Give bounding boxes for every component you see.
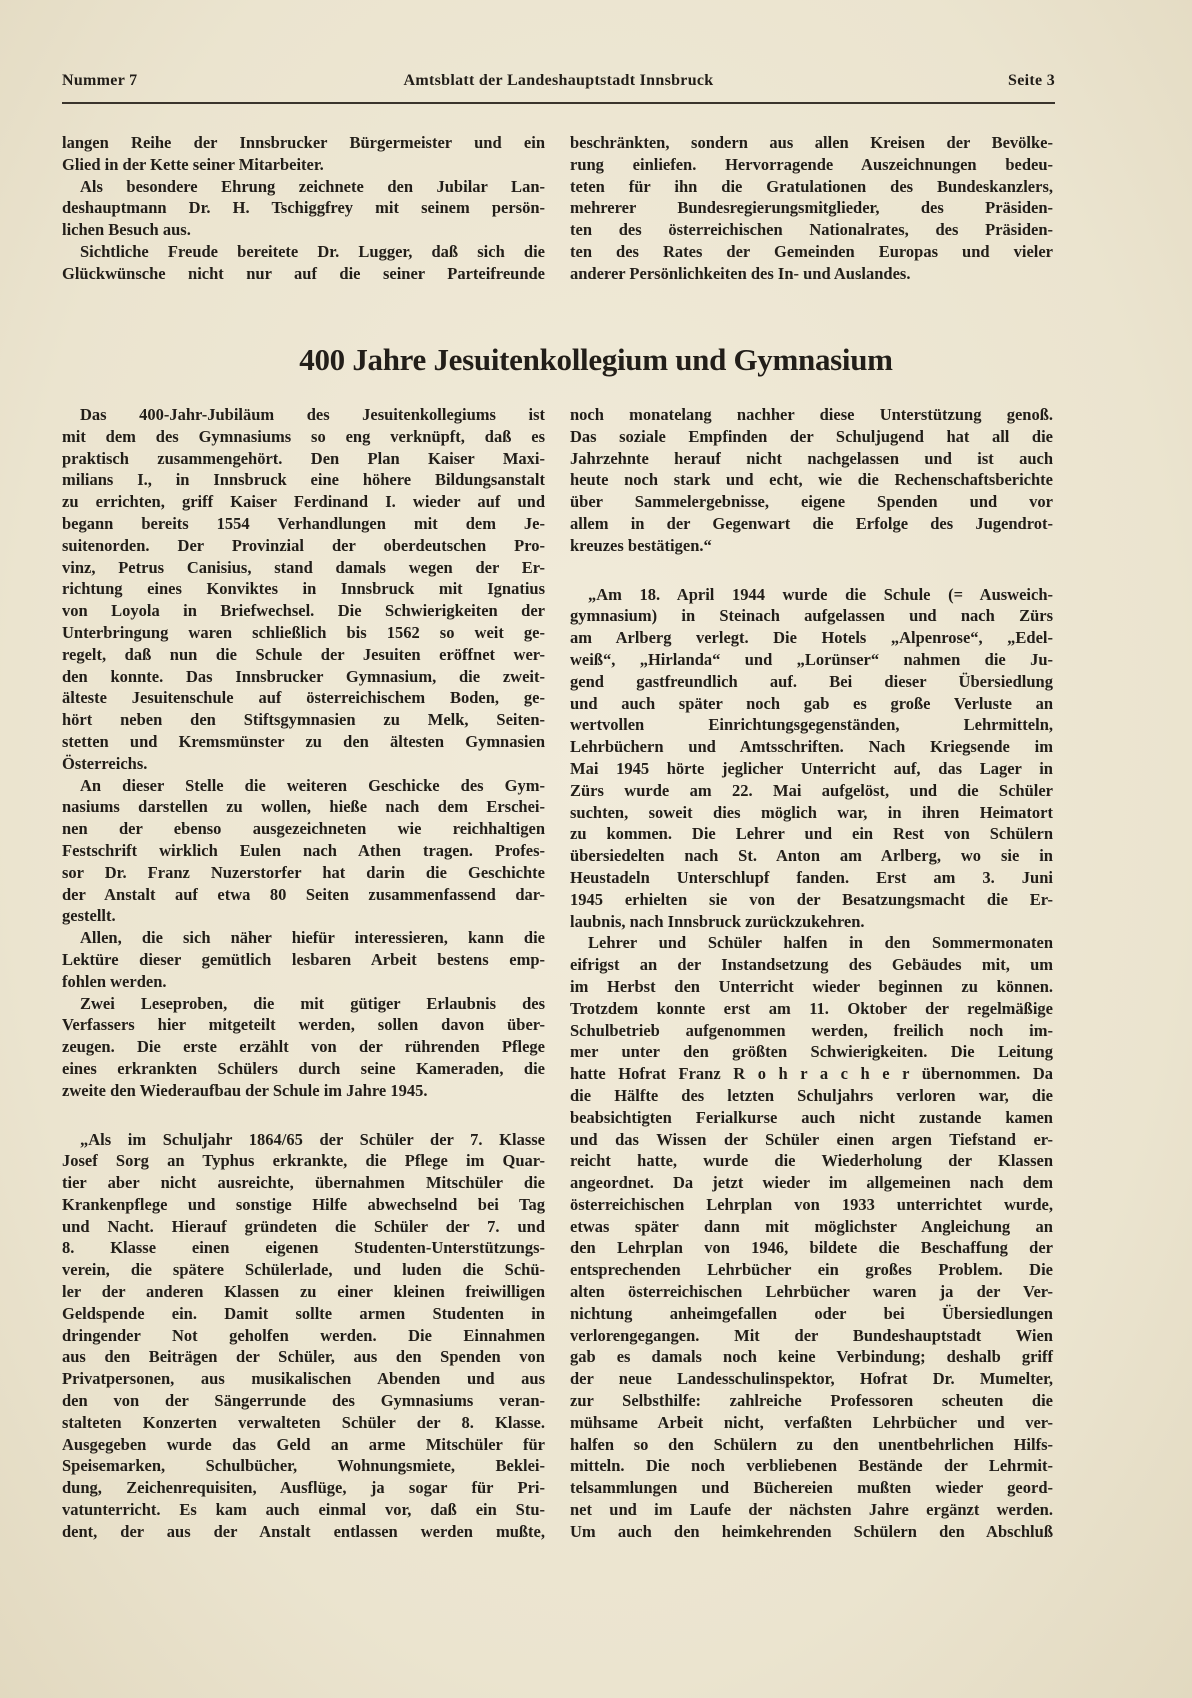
- text-line: richtung eines Konviktes in Innsbruck mit Ignatius: [62, 579, 545, 599]
- text-line: nen der ebenso ausgezeichneten wie reichhaltigen: [62, 819, 545, 839]
- text-line: 8. Klasse einen eigenen Studenten-Unterstützungs-: [62, 1238, 545, 1258]
- text-line: Sichtliche Freude bereitete Dr. Lugger, daß sich die: [80, 241, 545, 261]
- text-line: reicht hatte, wurde die Wiederholung der Klassen: [570, 1151, 1053, 1171]
- article-title: 400 Jahre Jesuitenkollegium und Gymnasium: [299, 342, 893, 377]
- paragraph: [62, 927, 545, 992]
- text-line: den von der Sängerrunde des Gymnasiums veran-: [62, 1391, 545, 1411]
- paragraph: [62, 176, 545, 241]
- text-line: entsprechenden Lehrbücher ein großes Problem. Die: [570, 1260, 1053, 1280]
- text-line: weiß“, „Hirlanda“ und „Lorünser“ nahmen die Ju-: [570, 649, 1053, 669]
- text-line: vatunterricht. Es kam auch einmal vor, daß ein Stu-: [62, 1500, 545, 1520]
- text-line: Glied in der Kette seiner Mitarbeiter.: [62, 154, 324, 174]
- text-line: übersiedelten nach St. Anton am Arlberg, wo sie in: [570, 846, 1053, 866]
- text-line: zeugen. Die erste erzählt von der rührenden Pflege: [62, 1037, 545, 1057]
- text-line: mer unter den größten Schwierigkeiten. Die Leitung: [570, 1042, 1053, 1062]
- text-line: aus den Beiträgen der Schüler, aus den Spenden von: [62, 1347, 545, 1367]
- text-line: Glückwünsche nicht nur auf die seiner Parteifreunde: [62, 263, 545, 283]
- text-line: zu errichten, griff Kaiser Ferdinand I. wieder auf und: [62, 492, 545, 512]
- text-line: und auch später noch gab es große Verluste an: [570, 693, 1053, 713]
- text-line: Lehrer und Schüler halfen in den Sommermonaten: [588, 933, 1053, 953]
- text-line: beschränkten, sondern aus allen Kreisen der Bevölke-: [570, 133, 1053, 152]
- text-line: langen Reihe der Innsbrucker Bürgermeister und ein: [62, 133, 545, 152]
- text-line: „Am 18. April 1944 wurde die Schule (= Ausweich-: [588, 584, 1053, 604]
- paragraph: [62, 1129, 545, 1543]
- text-line: und das Wissen der Schüler einen argen Tiefstand er-: [570, 1129, 1053, 1149]
- text-line: Ausgegeben wurde das Geld an arme Mitschüler für: [62, 1434, 545, 1454]
- text-line: gend gastfreundlich auf. Bei dieser Übersiedlung: [570, 671, 1053, 691]
- text-line: Um auch den heimkehrenden Schülern den Abschluß: [570, 1521, 1053, 1541]
- text-line: Lehrbüchern und Amtsschriften. Nach Kriegsende im: [570, 737, 1053, 757]
- text-line: hatte Hofrat Franz R o h r a c h e r übernommen. Da: [570, 1064, 1053, 1084]
- text-line: gab es damals noch keine Verbindung; deshalb griff: [570, 1347, 1053, 1367]
- text-line: zweite den Wiederaufbau der Schule im Jahre 1945.: [62, 1080, 428, 1100]
- text-line: dent, der aus der Anstalt entlassen werden mußte,: [62, 1521, 545, 1541]
- article-right-column: [570, 404, 1053, 1543]
- paragraph: [62, 775, 545, 928]
- text-line: eifrigst an der Instandsetzung des Gebäudes mit, um: [570, 955, 1053, 975]
- text-line: angeordnet. Da jetzt wieder im allgemeinen nach dem: [570, 1173, 1053, 1193]
- text-line: stetten und Kremsmünster zu den ältesten Gymnasien: [62, 731, 545, 751]
- text-line: heute noch stark und echt, wie die Rechenschaftsberichte: [570, 470, 1053, 490]
- page-number: Seite 3: [1008, 72, 1055, 89]
- text-line: wertvollen Einrichtungsgegenständen, Lehrmitteln,: [570, 715, 1053, 735]
- text-line: suitenorden. Der Provinzial der oberdeutschen Pro-: [62, 535, 545, 555]
- paragraph: [62, 132, 545, 176]
- text-line: regelt, daß nun die Schule der Jesuiten eröffnet wer-: [62, 644, 545, 664]
- text-line: Zürs wurde am 22. Mai aufgelöst, und die Schüler: [570, 780, 1053, 800]
- text-line: gestellt.: [62, 906, 116, 926]
- text-line: noch monatelang nachher diese Unterstützung genoß.: [570, 405, 1053, 424]
- text-line: Speisemarken, Schulbücher, Wohnungsmiete, Beklei-: [62, 1456, 545, 1476]
- text-line: und Nacht. Hierauf gründeten die Schüler der 7. und: [62, 1216, 545, 1236]
- text-line: dringender Not geholfen werden. Die Einnahmen: [62, 1325, 545, 1345]
- text-line: österreichischen Lehrplan von 1933 unterrichtet wurde,: [570, 1194, 1053, 1214]
- text-line: sor Dr. Franz Nuzerstorfer hat darin die Geschichte: [62, 862, 545, 882]
- text-line: Österreichs.: [62, 753, 148, 773]
- text-line: Verfassers hier mitgeteilt werden, sollen davon über-: [62, 1015, 545, 1035]
- text-line: net und im Laufe der nächsten Jahre ergänzt werden.: [570, 1500, 1053, 1520]
- text-line: Mai 1945 hörte jeglicher Unterricht auf, das Lager in: [570, 758, 1053, 778]
- text-line: stalteten Konzerten verwalteten Schüler der 8. Klasse.: [62, 1412, 545, 1432]
- text-line: über Sammelergebnisse, eigene Spenden und vor: [570, 492, 1053, 512]
- text-line: Allen, die sich näher hiefür interessieren, kann die: [80, 928, 545, 948]
- text-line: Heustadeln Unterschlupf fanden. Erst am 3. Juni: [570, 867, 1053, 887]
- text-line: nichtung anheimgefallen oder bei Übersiedlungen: [570, 1303, 1053, 1323]
- text-line: mehrerer Bundesregierungsmitglieder, des Präsiden-: [570, 198, 1053, 218]
- text-line: Trotzdem konnte erst am 11. Oktober der regelmäßige: [570, 998, 1053, 1018]
- paragraph: [570, 932, 1053, 1542]
- paragraph: [62, 241, 545, 285]
- text-line: Unterbringung waren schließlich bis 1562 so weit ge-: [62, 622, 545, 642]
- text-line: tier aber nicht ausreichte, übernahmen Mitschüler die: [62, 1173, 545, 1193]
- text-line: mühsame Arbeit nicht, verfaßten Lehrbücher und ver-: [570, 1412, 1053, 1432]
- text-line: 1945 erhielten sie von der Besatzungsmacht die Er-: [570, 889, 1053, 909]
- text-line: allem in der Gegenwart die Erfolge des Jugendrot-: [570, 513, 1053, 533]
- text-line: der Anstalt auf etwa 80 Seiten zusammenfassend dar-: [62, 884, 545, 904]
- text-line: zur Selbsthilfe: zahlreiche Professoren scheuten die: [570, 1391, 1053, 1411]
- paragraph: [570, 132, 1053, 285]
- page-header: [62, 70, 1055, 104]
- text-line: kreuzes bestätigen.“: [570, 535, 712, 555]
- text-line: den konnte. Das Innsbrucker Gymnasium, die zweit-: [62, 666, 545, 686]
- text-line: Josef Sorg an Typhus erkrankte, die Pflege im Quar-: [62, 1151, 545, 1171]
- paragraph: [62, 993, 545, 1102]
- text-line: teten für ihn die Gratulationen des Bundeskanzlers,: [570, 176, 1053, 196]
- text-line: suchten, soweit dies möglich war, in ihren Heimatort: [570, 802, 1053, 822]
- text-line: Zwei Leseproben, die mit gütiger Erlaubnis des: [80, 993, 545, 1013]
- text-line: vinz, Petrus Canisius, stand damals wegen der Er-: [62, 557, 545, 577]
- text-line: Geldspende ein. Damit sollte armen Studenten in: [62, 1303, 545, 1323]
- top-article-left-column: [62, 132, 545, 285]
- text-line: beabsichtigten Ferialkurse auch nicht zustande kamen: [570, 1107, 1053, 1127]
- text-line: An dieser Stelle die weiteren Geschicke des Gym-: [80, 775, 545, 795]
- text-line: „Als im Schuljahr 1864/65 der Schüler der 7. Klasse: [80, 1129, 545, 1149]
- text-line: milians I., in Innsbruck eine höhere Bildungsanstalt: [62, 470, 545, 490]
- text-line: Das soziale Empfinden der Schuljugend hat all die: [570, 426, 1053, 446]
- text-line: am Arlberg verlegt. Die Hotels „Alpenrose“, „Edel-: [570, 628, 1053, 648]
- text-line: praktisch zusammengehört. Den Plan Kaiser Maxi-: [62, 448, 545, 468]
- paragraph: [570, 404, 1053, 557]
- publication-title: Amtsblatt der Landeshauptstadt Innsbruck: [403, 72, 714, 89]
- text-line: verein, die spätere Schülerlade, und luden die Schü-: [62, 1260, 545, 1280]
- text-line: lichen Besuch aus.: [62, 220, 191, 240]
- text-line: Schulbetrieb aufgenommen werden, freilich noch im-: [570, 1020, 1053, 1040]
- top-article-right-column: [570, 132, 1053, 285]
- text-line: Krankenpflege und sonstige Hilfe abwechselnd bei Tag: [62, 1194, 545, 1214]
- text-line: im Herbst den Unterricht wieder beginnen zu können.: [570, 976, 1053, 996]
- text-line: Privatpersonen, aus musikalischen Abenden und aus: [62, 1369, 545, 1389]
- text-line: mit dem des Gymnasiums so eng verknüpft, daß es: [62, 426, 545, 446]
- text-line: hört neben den Stiftsgymnasien zu Melk, Seiten-: [62, 710, 545, 730]
- text-line: Festschrift wirklich Eulen nach Athen tragen. Profes-: [62, 840, 545, 860]
- text-line: Als besondere Ehrung zeichnete den Jubilar Lan-: [80, 176, 545, 196]
- text-line: ten des österreichischen Nationalrates, des Präsiden-: [570, 220, 1053, 240]
- text-line: fohlen werden.: [62, 971, 167, 991]
- issue-number: Nummer 7: [62, 72, 138, 89]
- text-line: den Lehrplan von 1946, bildete die Beschaffung der: [570, 1238, 1053, 1258]
- text-line: verlorengegangen. Mit der Bundeshauptstadt Wien: [570, 1325, 1053, 1345]
- text-line: ten des Rates der Gemeinden Europas und vieler: [570, 241, 1053, 261]
- text-line: Das 400-Jahr-Jubiläum des Jesuitenkollegiums ist: [80, 405, 545, 424]
- text-line: gymnasium) in Steinach aufgelassen und nach Zürs: [570, 606, 1053, 626]
- text-line: deshauptmann Dr. H. Tschiggfrey mit seinem persön-: [62, 198, 545, 218]
- paragraph: [570, 584, 1053, 933]
- text-line: eines erkrankten Schülers durch seine Kameraden, die: [62, 1058, 545, 1078]
- text-line: rung einliefen. Hervorragende Auszeichnungen bedeu-: [570, 154, 1053, 174]
- text-line: die Hälfte des letzten Schuljahrs verloren war, die: [570, 1085, 1053, 1105]
- text-line: telsammlungen und Büchereien mußten wieder geord-: [570, 1478, 1053, 1498]
- text-line: der neue Landesschulinspektor, Hofrat Dr. Mumelter,: [570, 1369, 1053, 1389]
- text-line: Lektüre dieser gemütlich lesbaren Arbeit bestens emp-: [62, 949, 545, 969]
- text-line: dung, Zeichenrequisiten, Ausflüge, ja sogar für Pri-: [62, 1478, 545, 1498]
- text-line: von Loyola in Briefwechsel. Die Schwierigkeiten der: [62, 601, 545, 621]
- text-line: alten österreichischen Lehrbücher waren ja der Ver-: [570, 1282, 1053, 1302]
- text-line: laubnis, nach Innsbruck zurückzukehren.: [570, 911, 865, 931]
- paragraph: [62, 404, 545, 775]
- article-left-column: [62, 404, 545, 1543]
- text-line: etwas später dann mit möglichster Angleichung an: [570, 1216, 1053, 1236]
- text-line: nasiums darstellen zu wollen, hieße nach dem Erschei-: [62, 797, 545, 817]
- text-line: älteste Jesuitenschule auf österreichischem Boden, ge-: [62, 688, 545, 708]
- text-line: mitteln. Die noch verbliebenen Bestände der Lehrmit-: [570, 1456, 1053, 1476]
- text-line: halfen so den Schülern zu den unentbehrlichen Hilfs-: [570, 1434, 1053, 1454]
- text-line: ler der anderen Klassen zu einer kleinen freiwilligen: [62, 1282, 545, 1302]
- text-line: begann bereits 1554 Verhandlungen mit dem Je-: [62, 513, 545, 533]
- text-line: zu kommen. Die Lehrer und ein Rest von Schülern: [570, 824, 1053, 844]
- text-line: anderer Persönlichkeiten des In- und Auslandes.: [570, 263, 911, 283]
- text-line: Jahrzehnte herauf nicht nachgelassen und ist auch: [570, 448, 1053, 468]
